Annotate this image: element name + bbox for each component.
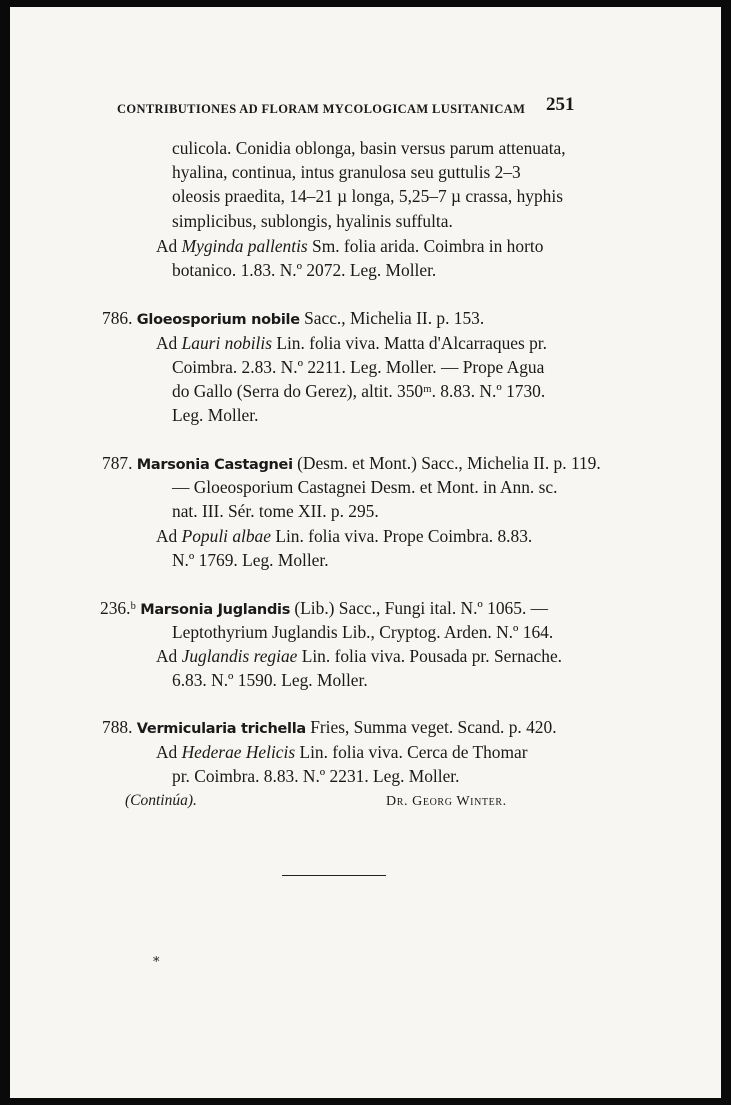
entry-236b-number: 236.ᵇ — [100, 598, 136, 618]
intro-line-2: hyalina, continua, intus granulosa seu guttulis 2–3 — [172, 162, 521, 182]
entry-236b-last-line: 6.83. N.º 1590. Leg. Moller. — [172, 670, 368, 690]
entry-786-host-post: Lin. folia viva. Matta d'Alcarraques pr. — [271, 333, 547, 353]
entry-788-host-line — [156, 741, 528, 763]
closing-rule — [282, 875, 386, 876]
entry-788-host-post: Lin. folia viva. Cerca de Thomar — [295, 742, 528, 762]
entry-786-host: Lauri nobilis — [181, 333, 272, 353]
entry-787-line-2: nat. III. Sér. tome XII. p. 295. — [172, 501, 379, 521]
stray-mark: * — [153, 955, 160, 970]
entry-236b-host: Juglandis regiae — [181, 646, 298, 666]
entry-788-heading — [102, 716, 557, 740]
intro-line-3: oleosis praedita, 14–21 µ longa, 5,25–7 µ crassa, hyphis — [172, 186, 563, 206]
entry-787-number: 787. — [102, 453, 133, 473]
running-title: CONTRIBUTIONES AD FLORAM MYCOLOGICAM LUSITANICAM — [117, 102, 526, 116]
intro-line-1: culicola. Conidia oblonga, basin versus parum attenuata, — [172, 138, 566, 158]
entry-787-last-line: N.º 1769. Leg. Moller. — [172, 550, 329, 570]
entry-787-host-line — [156, 525, 532, 547]
intro-host-name: Myginda pallentis — [181, 236, 308, 256]
entry-786-number: 786. — [102, 308, 133, 328]
entry-236b-host-line — [156, 645, 562, 667]
entry-788-citation: Fries, Summa veget. Scand. p. 420. — [305, 717, 557, 737]
entry-788-host: Hederae Helicis — [181, 742, 296, 762]
entry-786-host-line — [156, 332, 547, 354]
entry-786-species: Gloeosporium nobile — [136, 312, 300, 328]
entry-787-host-post: Lin. folia viva. Prope Coimbra. 8.83. — [270, 526, 533, 546]
entry-788-last-line: pr. Coimbra. 8.83. N.º 2231. Leg. Moller. — [172, 766, 460, 786]
entry-236b-citation: (Lib.) Sacc., Fungi ital. N.º 1065. — — [290, 598, 549, 618]
entry-787-heading — [102, 452, 601, 476]
author-signature: Dr. Georg Winter. — [386, 794, 507, 809]
entry-786-line-2: do Gallo (Serra do Gerez), altit. 350ᵐ. 8.83. N.º 1730. — [172, 381, 546, 401]
entry-786-citation: Sacc., Michelia II. p. 153. — [299, 308, 485, 328]
entry-787-line-1: — Gloeosporium Castagnei Desm. et Mont. in Ann. sc. — [172, 477, 558, 497]
entry-788-species: Vermicularia trichella — [136, 721, 306, 737]
entry-786-host-pre: Ad — [156, 333, 182, 353]
intro-host-line-2: botanico. 1.83. N.º 2072. Leg. Moller. — [172, 260, 437, 280]
entry-788-number: 788. — [102, 717, 133, 737]
entry-786-line-1: Coimbra. 2.83. N.º 2211. Leg. Moller. — Prope Agua — [172, 357, 545, 377]
entry-236b-host-post: Lin. folia viva. Pousada pr. Sernache. — [297, 646, 563, 666]
entry-236b-heading — [100, 597, 548, 621]
intro-line-4: simplicibus, sublongis, hyalinis suffulta. — [172, 211, 453, 231]
entry-787-host-pre: Ad — [156, 526, 182, 546]
entry-787-species: Marsonia Castagnei — [136, 457, 293, 473]
entry-786-heading — [102, 307, 484, 331]
continua-note: (Continúa). — [125, 792, 197, 809]
entry-787-host: Populi albae — [181, 526, 271, 546]
entry-236b-species: Marsonia Juglandis — [140, 602, 291, 618]
entry-236b-host-pre: Ad — [156, 646, 182, 666]
entry-787-citation: (Desm. et Mont.) Sacc., Michelia II. p. 119. — [292, 453, 601, 473]
entry-788-host-pre: Ad — [156, 742, 182, 762]
entry-786-line-3: Leg. Moller. — [172, 405, 259, 425]
entry-236b-line-2: Leptothyrium Juglandis Lib., Cryptog. Arden. N.º 164. — [172, 622, 554, 642]
page-number: 251 — [546, 94, 575, 115]
intro-host-pre: Ad — [156, 236, 182, 256]
document-page — [10, 7, 721, 1098]
intro-host-post: Sm. folia arida. Coimbra in horto — [307, 236, 544, 256]
intro-host-line — [156, 235, 543, 257]
